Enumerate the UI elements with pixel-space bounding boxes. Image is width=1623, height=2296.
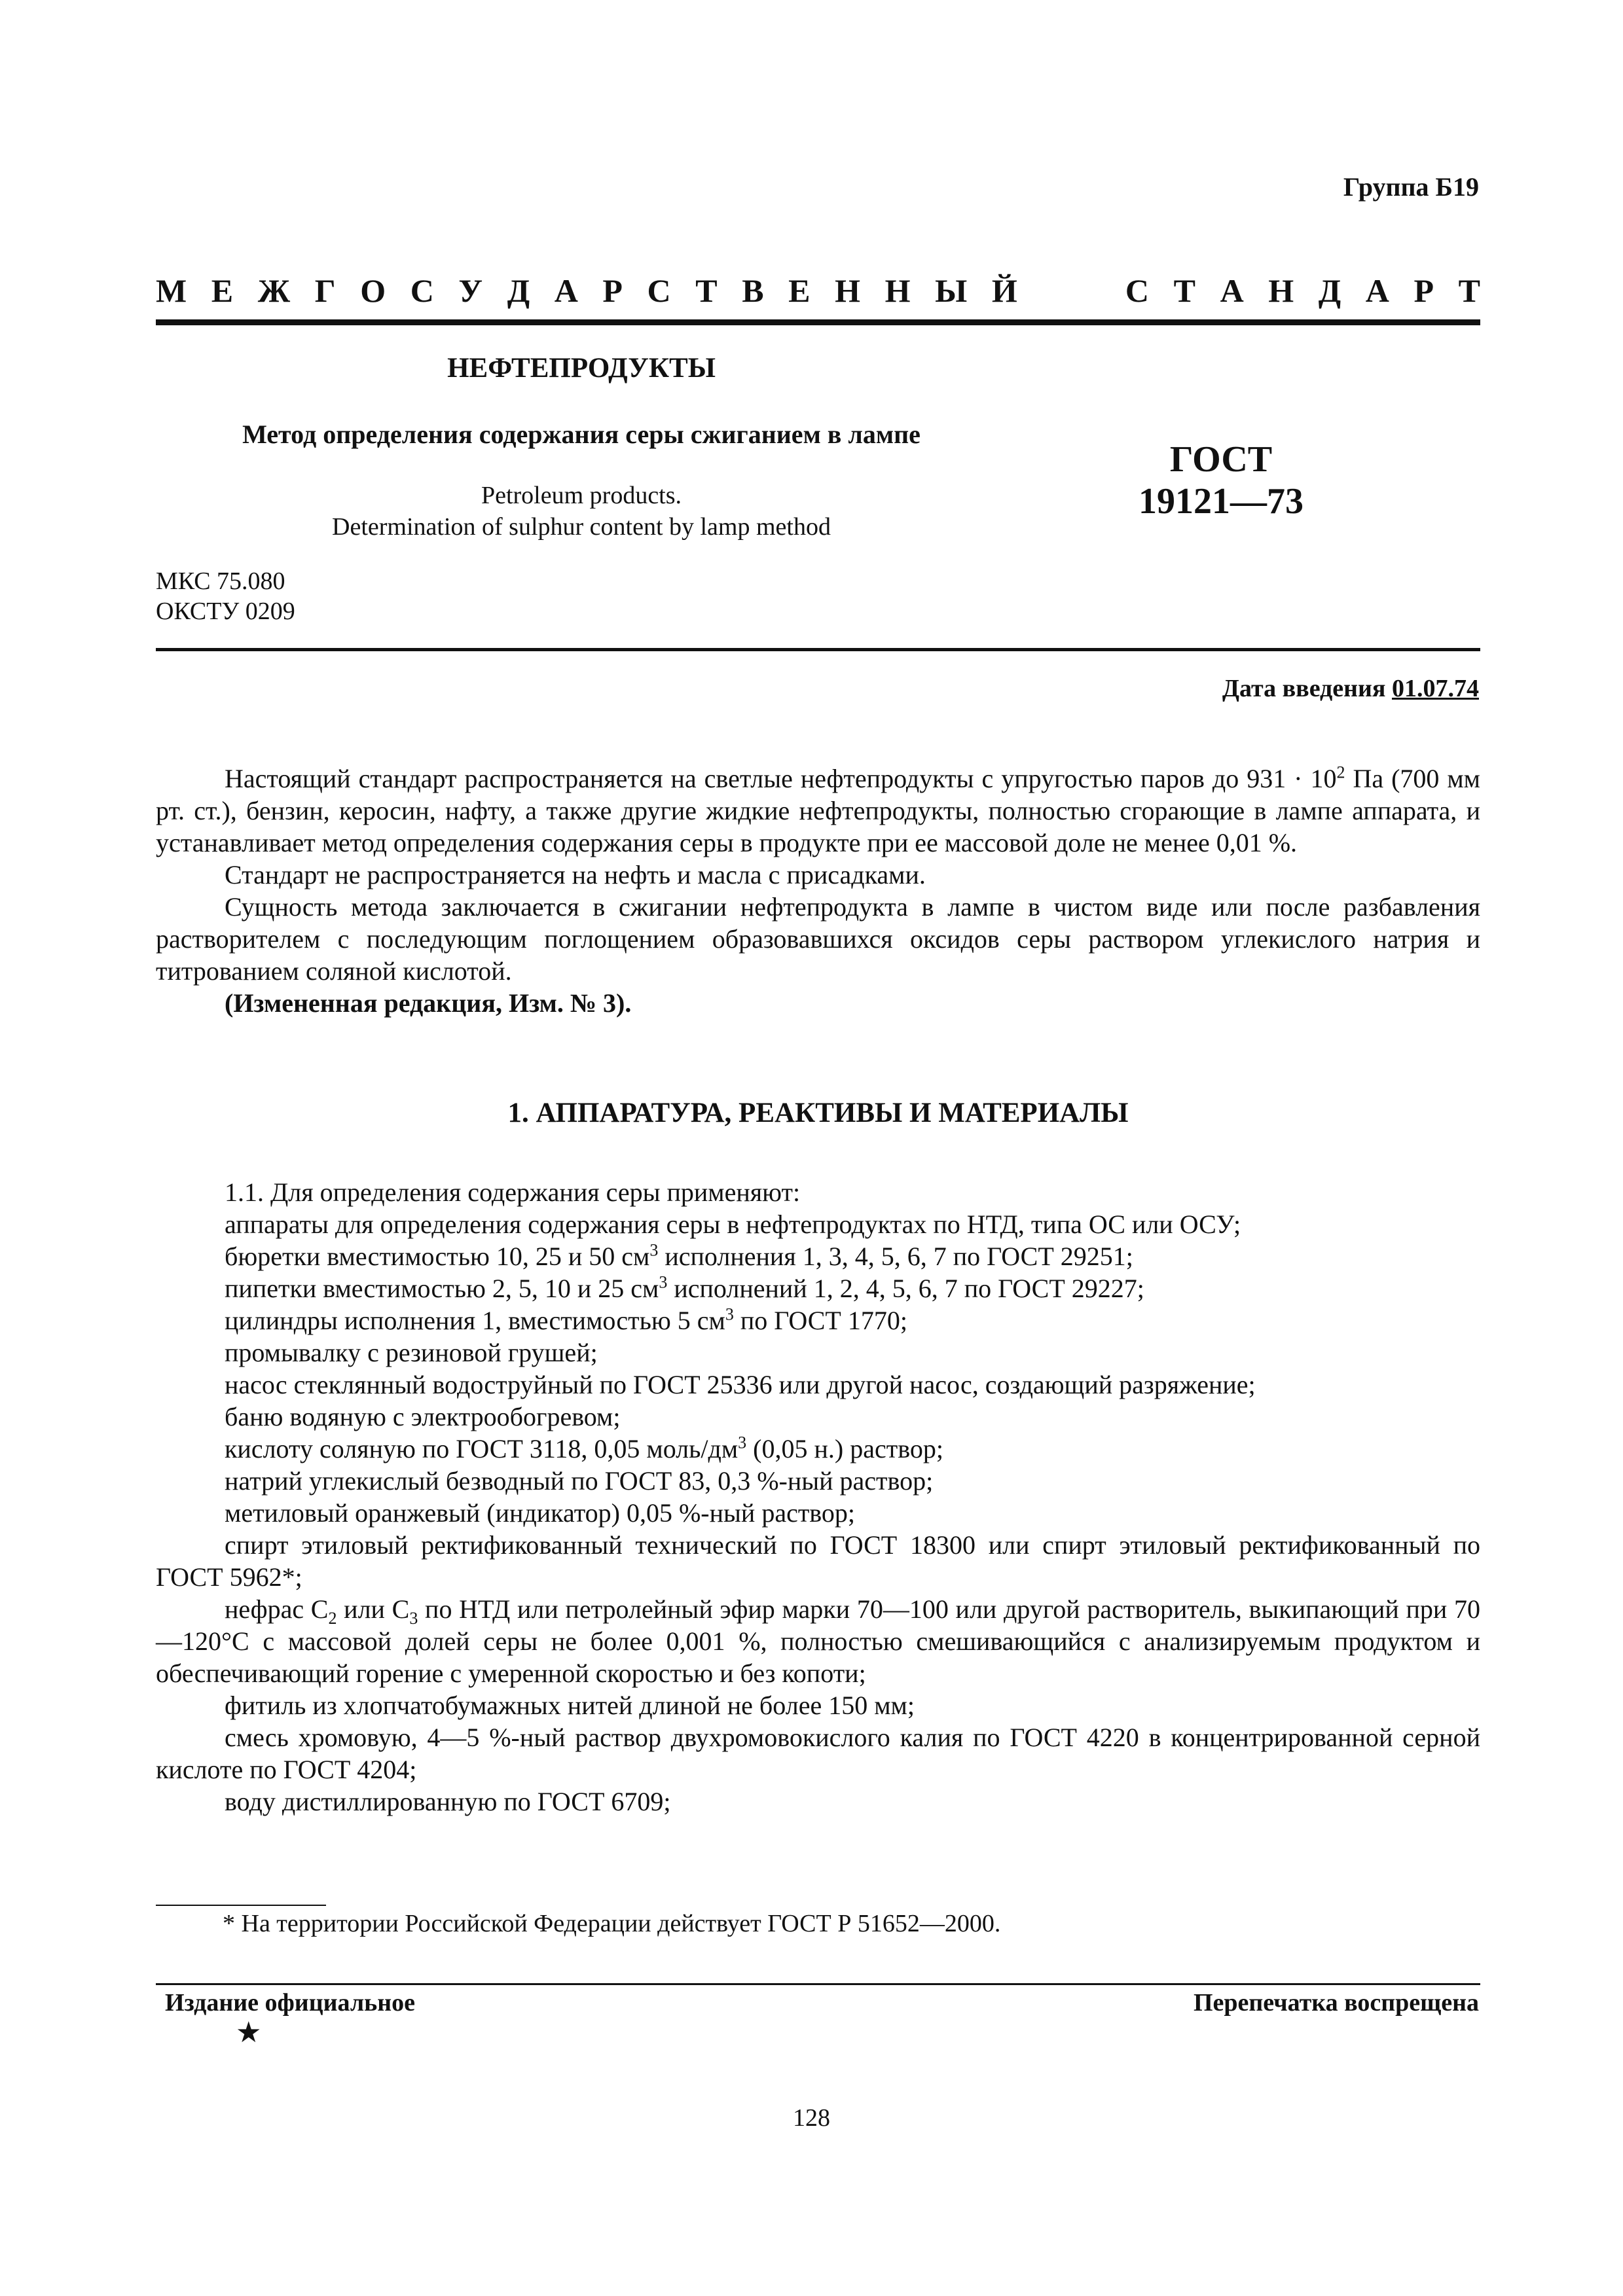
banner-letter: В: [742, 272, 764, 309]
section-heading: 1. АППАРАТУРА, РЕАКТИВЫ И МАТЕРИАЛЫ: [507, 1098, 1129, 1128]
item-text: или С: [337, 1594, 410, 1624]
banner-letter: Ж: [257, 272, 291, 309]
banner-letter: У: [458, 272, 483, 309]
header-rule: [156, 319, 1480, 325]
banner-gap: [1042, 272, 1101, 310]
subscript: 3: [409, 1609, 418, 1628]
intro-paragraph: Сущность метода заключается в сжигании нефтепродукта в лампе в чистом виде или после разбавления растворителем с последующим поглощением образовавшихся оксидов серы раствором углекислого натрия и титрованием соляной кислотой.: [156, 892, 1480, 986]
footer-rule: [156, 1983, 1480, 1985]
item-text: исполнений 1, 2, 4, 5, 6, 7 по ГОСТ 29227;: [667, 1274, 1144, 1303]
banner-letter: А: [1220, 272, 1244, 309]
star-icon: ★: [236, 2017, 262, 2049]
intro-section: [156, 762, 1480, 1019]
list-item: спирт этиловый ректификованный технический по ГОСТ 18300 или спирт этиловый ректификованный по ГОСТ 5962*;: [156, 1530, 1480, 1592]
intro-text: Настоящий стандарт распространяется на светлые нефтепродукты с упругостью паров до 931 · 10: [225, 764, 1337, 793]
intro-text: Па (700 мм рт. ст.), бензин, керосин, нафту, а также другие жидкие нефтепродукты, полностью сгорающие в лампе аппарата, и устанавливает метод определения содержания серы в продукте при ее массовой доле не менее 0,01 %.: [156, 764, 1480, 857]
banner-letter: Т: [695, 272, 718, 309]
banner-letter: Е: [788, 272, 811, 309]
list-item: аппараты для определения содержания серы в нефтепродуктах по НТД, типа ОС или ОСУ;: [225, 1210, 1241, 1239]
banner-letter: Р: [602, 272, 623, 309]
group-code: Группа Б19: [1343, 172, 1479, 202]
list-item: натрий углекислый безводный по ГОСТ 83, 0,3 %-ный раствор;: [225, 1466, 934, 1496]
superscript: 3: [738, 1433, 747, 1452]
list-item: [156, 1593, 1480, 1689]
banner-letter: Д: [507, 272, 530, 309]
standard-banner: [156, 272, 1480, 310]
banner-letter: Ы: [935, 272, 968, 309]
reprint-prohibited-label: Перепечатка воспрещена: [1193, 1989, 1479, 2017]
amendment-note: (Измененная редакция, Изм. № 3).: [225, 988, 632, 1018]
banner-letter: О: [360, 272, 386, 309]
banner-letter: Д: [1318, 272, 1341, 309]
section-body: [156, 1176, 1480, 1818]
banner-letter: С: [647, 272, 671, 309]
list-item: [156, 1272, 1480, 1304]
list-item: баню водяную с электрообогревом;: [225, 1402, 621, 1431]
list-item: фитиль из хлопчатобумажных нитей длиной не более 150 мм;: [225, 1691, 915, 1720]
banner-letter: М: [156, 272, 187, 309]
item-text: бюретки вместимостью 10, 25 и 50 см: [225, 1242, 650, 1271]
gost-number: [1074, 439, 1368, 522]
official-edition-label: Издание официальное: [165, 1989, 416, 2017]
superscript: 3: [649, 1240, 659, 1260]
english-title-line: Determination of sulphur content by lamp method: [332, 513, 831, 541]
document-title: НЕФТЕПРОДУКТЫ: [447, 353, 716, 384]
banner-letter: Е: [211, 272, 234, 309]
item-text: кислоту соляную по ГОСТ 3118, 0,05 моль/дм: [225, 1434, 739, 1463]
superscript: 2: [1336, 762, 1345, 782]
footnote-separator: [156, 1905, 326, 1906]
banner-letter: Р: [1413, 272, 1434, 309]
list-item: воду дистиллированную по ГОСТ 6709;: [225, 1787, 671, 1816]
list-item: [156, 1240, 1480, 1272]
list-item: [156, 1433, 1480, 1465]
date-label: Дата введения: [1222, 675, 1386, 702]
item-text: исполнения 1, 3, 4, 5, 6, 7 по ГОСТ 29251;: [658, 1242, 1133, 1271]
banner-letter: Г: [314, 272, 336, 309]
banner-letter: Т: [1458, 272, 1480, 309]
banner-letter: А: [554, 272, 578, 309]
footnote: * На территории Российской Федерации действует ГОСТ Р 51652—2000.: [223, 1910, 1001, 1937]
item-text: цилиндры исполнения 1, вместимостью 5 см: [225, 1306, 725, 1335]
banner-letter: Н: [835, 272, 861, 309]
mks-code: МКС 75.080: [156, 567, 285, 595]
english-title-line: Petroleum products.: [481, 482, 682, 509]
list-item: [156, 1304, 1480, 1336]
intro-paragraph: [156, 762, 1480, 859]
list-item: смесь хромовую, 4—5 %-ный раствор двухромовокислого калия по ГОСТ 4220 в концентрированной серной кислоте по ГОСТ 4204;: [156, 1723, 1480, 1784]
okstu-code: ОКСТУ 0209: [156, 598, 295, 625]
title-rule: [156, 648, 1480, 651]
subscript: 2: [328, 1609, 337, 1628]
introduction-date: [1222, 674, 1479, 703]
banner-letter: С: [410, 272, 434, 309]
english-title: [156, 480, 1007, 543]
banner-letter: Т: [1173, 272, 1195, 309]
item-text: пипетки вместимостью 2, 5, 10 и 25 см: [225, 1274, 659, 1303]
page-number: 128: [793, 2104, 830, 2132]
superscript: 3: [725, 1304, 734, 1324]
gost-label: ГОСТ: [1169, 439, 1273, 480]
banner-letter: С: [1125, 272, 1150, 309]
date-value: 01.07.74: [1392, 675, 1479, 702]
list-item: метиловый оранжевый (индикатор) 0,05 %-ный раствор;: [225, 1498, 856, 1528]
banner-letter: Й: [991, 272, 1017, 309]
banner-letter: Н: [884, 272, 911, 309]
item-text: (0,05 н.) раствор;: [746, 1434, 943, 1463]
item-text: по НТД или петролейный эфир марки 70—100 или другой растворитель, выкипающий при 70—120°С с массовой долей серы не более 0,001 %, полностью смешивающийся с анализируемым продуктом и обеспечивающий горение с умеренной скоростью и без копоти;: [156, 1594, 1481, 1688]
list-item: промывалку с резиновой грушей;: [225, 1338, 598, 1367]
classification-codes: [156, 566, 295, 626]
gost-code: 19121—73: [1139, 481, 1304, 522]
banner-letter: А: [1365, 272, 1389, 309]
document-subtitle: Метод определения содержания серы сжиганием в лампе: [242, 420, 921, 449]
banner-letter: Н: [1268, 272, 1294, 309]
list-item: насос стеклянный водоструйный по ГОСТ 25336 или другой насос, создающий разряжение;: [225, 1370, 1256, 1399]
section-lead: 1.1. Для определения содержания серы применяют:: [225, 1177, 801, 1207]
superscript: 3: [659, 1272, 668, 1292]
item-text: по ГОСТ 1770;: [733, 1306, 907, 1335]
item-text: нефрас С: [225, 1594, 329, 1624]
intro-paragraph: Стандарт не распространяется на нефть и масла с присадками.: [225, 860, 926, 889]
